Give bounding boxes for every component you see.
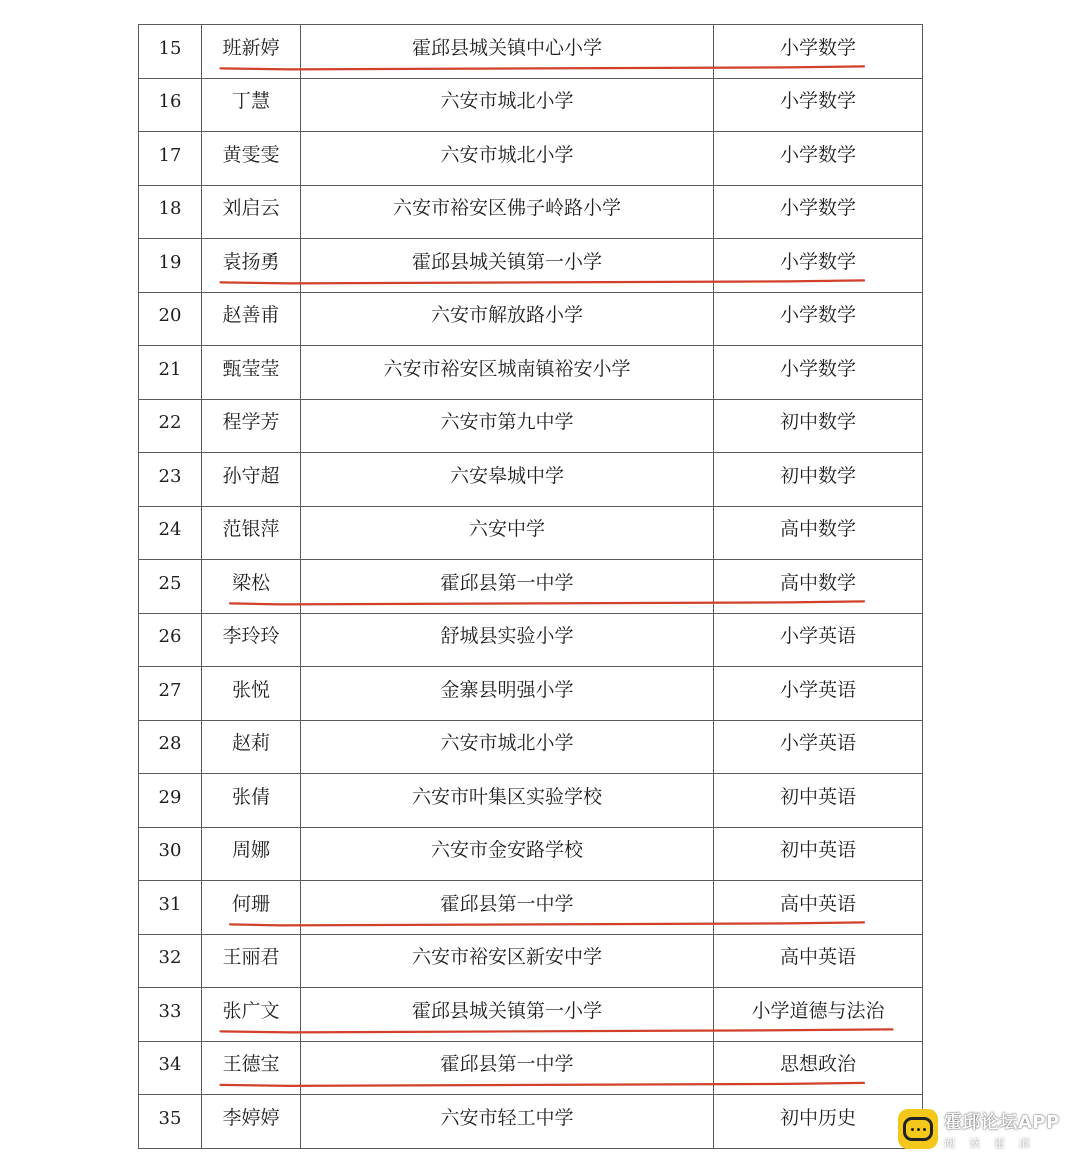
- subject-name-cell: [714, 827, 923, 881]
- table-row: [139, 453, 923, 507]
- school-name: 六安中学: [468, 518, 545, 541]
- subject-name: 小学数学: [779, 357, 856, 380]
- subject-name: 小学数学: [779, 197, 856, 220]
- school-name-cell: [301, 399, 714, 453]
- row-number: 33: [158, 1000, 182, 1022]
- subject-name-cell: [714, 185, 923, 239]
- teacher-name-cell: [202, 720, 301, 774]
- subject-name: 小学数学: [779, 143, 856, 166]
- teacher-name: 周娜: [231, 839, 270, 862]
- school-name-cell: [301, 613, 714, 667]
- table-row: [139, 560, 923, 614]
- row-number: 21: [158, 358, 182, 380]
- subject-name: 思想政治: [779, 1053, 856, 1076]
- school-name: 霍邱县城关镇第一小学: [411, 999, 602, 1022]
- subject-name-cell: [714, 881, 923, 935]
- subject-name: 高中英语: [779, 946, 856, 969]
- teacher-name: 丁慧: [231, 90, 270, 113]
- school-name: 六安市解放路小学: [430, 304, 583, 327]
- school-name: 六安市叶集区实验学校: [411, 785, 602, 808]
- teacher-name: 李玲玲: [222, 625, 280, 648]
- school-name: 六安市裕安区新安中学: [411, 946, 602, 969]
- row-number: 27: [158, 679, 182, 701]
- teacher-name-cell: [202, 881, 301, 935]
- subject-name: 初中数学: [779, 411, 856, 434]
- subject-name: 初中英语: [779, 839, 856, 862]
- school-name-cell: [301, 881, 714, 935]
- teacher-name: 李婷婷: [222, 1106, 280, 1129]
- row-number: 24: [158, 519, 182, 541]
- table-row: [139, 613, 923, 667]
- school-name-cell: [301, 506, 714, 560]
- school-name-cell: [301, 346, 714, 400]
- subject-name-cell: [714, 988, 923, 1042]
- subject-name: 高中数学: [779, 571, 856, 594]
- subject-name-cell: [714, 453, 923, 507]
- school-name: 六安市金安路学校: [430, 839, 583, 862]
- teacher-name-cell: [202, 292, 301, 346]
- school-name: 六安市城北小学: [440, 732, 574, 755]
- row-number: 15: [158, 37, 182, 59]
- subject-name: 初中数学: [779, 464, 856, 487]
- teacher-name-cell: [202, 988, 301, 1042]
- teacher-name: 何珊: [231, 892, 270, 915]
- teacher-name: 黄雯雯: [222, 143, 280, 166]
- subject-name-cell: [714, 132, 923, 186]
- school-name-cell: [301, 1095, 714, 1149]
- subject-name-cell: [714, 399, 923, 453]
- row-number: 25: [158, 572, 182, 594]
- teacher-name: 张悦: [231, 678, 270, 701]
- row-number: 35: [158, 1107, 182, 1129]
- subject-name: 高中数学: [779, 518, 856, 541]
- teacher-name-cell: [202, 506, 301, 560]
- teacher-name: 王丽君: [222, 946, 280, 969]
- teacher-name: 范银萍: [222, 518, 280, 541]
- school-name: 六安市轻工中学: [440, 1106, 574, 1129]
- teacher-name-cell: [202, 399, 301, 453]
- row-number-cell: [139, 881, 202, 935]
- table-row: [139, 720, 923, 774]
- row-number-cell: [139, 988, 202, 1042]
- row-number-cell: [139, 613, 202, 667]
- subject-name-cell: [714, 560, 923, 614]
- school-name-cell: [301, 132, 714, 186]
- table-row: [139, 827, 923, 881]
- row-number: 23: [158, 465, 182, 487]
- table-row: [139, 25, 923, 79]
- school-name-cell: [301, 1041, 714, 1095]
- table-row: [139, 934, 923, 988]
- school-name: 六安皋城中学: [449, 464, 564, 487]
- row-number: 34: [158, 1054, 182, 1076]
- school-name: 霍邱县城关镇第一小学: [411, 250, 602, 273]
- subject-name: 小学数学: [779, 90, 856, 113]
- teacher-name: 赵莉: [231, 732, 270, 755]
- teacher-name: 刘启云: [222, 197, 280, 220]
- subject-name: 初中历史: [779, 1106, 856, 1129]
- subject-name: 小学道德与法治: [751, 999, 885, 1022]
- subject-name-cell: [714, 934, 923, 988]
- subject-name-cell: [714, 239, 923, 293]
- table-row: [139, 399, 923, 453]
- teacher-name-cell: [202, 613, 301, 667]
- subject-name: 初中英语: [779, 785, 856, 808]
- row-number-cell: [139, 934, 202, 988]
- school-name-cell: [301, 25, 714, 79]
- teacher-name: 班新婷: [222, 36, 280, 59]
- teacher-name-cell: [202, 560, 301, 614]
- row-number: 32: [158, 947, 182, 969]
- table-row: [139, 1041, 923, 1095]
- table-row: [139, 667, 923, 721]
- school-name: 霍邱县第一中学: [440, 1053, 574, 1076]
- teacher-name: 赵善甫: [222, 304, 280, 327]
- subject-name: 小学英语: [779, 678, 856, 701]
- subject-name: 小学数学: [779, 36, 856, 59]
- school-name: 六安市城北小学: [440, 90, 574, 113]
- teacher-name-cell: [202, 667, 301, 721]
- row-number-cell: [139, 185, 202, 239]
- row-number: 28: [158, 733, 182, 755]
- subject-name: 小学数学: [779, 304, 856, 327]
- school-name: 金寨县明强小学: [440, 678, 574, 701]
- school-name-cell: [301, 774, 714, 828]
- roster-body: [139, 25, 923, 1149]
- school-name-cell: [301, 988, 714, 1042]
- school-name-cell: [301, 239, 714, 293]
- teacher-name-cell: [202, 827, 301, 881]
- teacher-roster-table: [138, 24, 923, 1149]
- school-name-cell: [301, 78, 714, 132]
- row-number-cell: [139, 667, 202, 721]
- subject-name-cell: [714, 720, 923, 774]
- school-name-cell: [301, 934, 714, 988]
- subject-name-cell: [714, 613, 923, 667]
- table-row: [139, 292, 923, 346]
- teacher-name-cell: [202, 25, 301, 79]
- row-number-cell: [139, 720, 202, 774]
- subject-name-cell: [714, 667, 923, 721]
- teacher-name: 程学芳: [222, 411, 280, 434]
- row-number-cell: [139, 25, 202, 79]
- row-number: 18: [158, 198, 182, 220]
- school-name-cell: [301, 720, 714, 774]
- teacher-name: 张广文: [222, 999, 280, 1022]
- teacher-name-cell: [202, 1095, 301, 1149]
- row-number: 19: [158, 251, 182, 273]
- school-name: 舒城县实验小学: [440, 625, 574, 648]
- teacher-name-cell: [202, 185, 301, 239]
- row-number: 22: [158, 412, 182, 434]
- teacher-name: 梁松: [231, 571, 270, 594]
- row-number-cell: [139, 239, 202, 293]
- school-name-cell: [301, 292, 714, 346]
- row-number: 26: [158, 626, 182, 648]
- table-row: [139, 774, 923, 828]
- school-name: 霍邱县第一中学: [440, 892, 574, 915]
- row-number-cell: [139, 399, 202, 453]
- row-number: 17: [158, 144, 182, 166]
- school-name-cell: [301, 185, 714, 239]
- row-number-cell: [139, 1041, 202, 1095]
- teacher-name: 孙守超: [222, 464, 280, 487]
- row-number-cell: [139, 827, 202, 881]
- teacher-name-cell: [202, 132, 301, 186]
- teacher-name-cell: [202, 774, 301, 828]
- row-number-cell: [139, 292, 202, 346]
- school-name: 六安市裕安区城南镇裕安小学: [383, 357, 631, 380]
- subject-name-cell: [714, 1041, 923, 1095]
- table-row: [139, 132, 923, 186]
- teacher-name-cell: [202, 346, 301, 400]
- row-number: 31: [158, 893, 182, 915]
- watermark-title: 霍邱论坛APP: [944, 1111, 1060, 1133]
- table-row: [139, 239, 923, 293]
- table-row: [139, 881, 923, 935]
- subject-name-cell: [714, 78, 923, 132]
- school-name: 六安市裕安区佛子岭路小学: [392, 197, 621, 220]
- teacher-name: 王德宝: [222, 1053, 280, 1076]
- teacher-name: 张倩: [231, 785, 270, 808]
- school-name: 霍邱县第一中学: [440, 571, 574, 594]
- row-number-cell: [139, 453, 202, 507]
- chat-bubble-icon: [898, 1109, 938, 1149]
- table-row: [139, 1095, 923, 1149]
- school-name-cell: [301, 453, 714, 507]
- school-name-cell: [301, 827, 714, 881]
- subject-name-cell: [714, 346, 923, 400]
- row-number-cell: [139, 560, 202, 614]
- school-name: 霍邱县城关镇中心小学: [411, 36, 602, 59]
- table-row: [139, 185, 923, 239]
- table-row: [139, 78, 923, 132]
- watermark-subtitle: 阅读霍邱: [944, 1136, 1044, 1150]
- school-name-cell: [301, 560, 714, 614]
- subject-name-cell: [714, 506, 923, 560]
- row-number-cell: [139, 774, 202, 828]
- row-number: 30: [158, 840, 182, 862]
- row-number: 20: [158, 305, 182, 327]
- subject-name: 小学英语: [779, 625, 856, 648]
- subject-name-cell: [714, 774, 923, 828]
- teacher-name-cell: [202, 239, 301, 293]
- row-number-cell: [139, 132, 202, 186]
- table-row: [139, 346, 923, 400]
- row-number: 16: [158, 91, 182, 113]
- subject-name-cell: [714, 25, 923, 79]
- row-number-cell: [139, 346, 202, 400]
- subject-name-cell: [714, 1095, 923, 1149]
- teacher-name-cell: [202, 1041, 301, 1095]
- subject-name: 小学数学: [779, 250, 856, 273]
- school-name: 六安市第九中学: [440, 411, 574, 434]
- row-number-cell: [139, 1095, 202, 1149]
- teacher-name: 袁扬勇: [222, 250, 280, 273]
- subject-name: 高中英语: [779, 892, 856, 915]
- table-row: [139, 506, 923, 560]
- teacher-name: 甄莹莹: [222, 357, 280, 380]
- teacher-name-cell: [202, 453, 301, 507]
- row-number-cell: [139, 78, 202, 132]
- forum-app-watermark: [898, 1106, 1068, 1152]
- row-number: 29: [158, 786, 182, 808]
- subject-name: 小学英语: [779, 732, 856, 755]
- school-name-cell: [301, 667, 714, 721]
- teacher-name-cell: [202, 78, 301, 132]
- table-row: [139, 988, 923, 1042]
- school-name: 六安市城北小学: [440, 143, 574, 166]
- subject-name-cell: [714, 292, 923, 346]
- teacher-name-cell: [202, 934, 301, 988]
- row-number-cell: [139, 506, 202, 560]
